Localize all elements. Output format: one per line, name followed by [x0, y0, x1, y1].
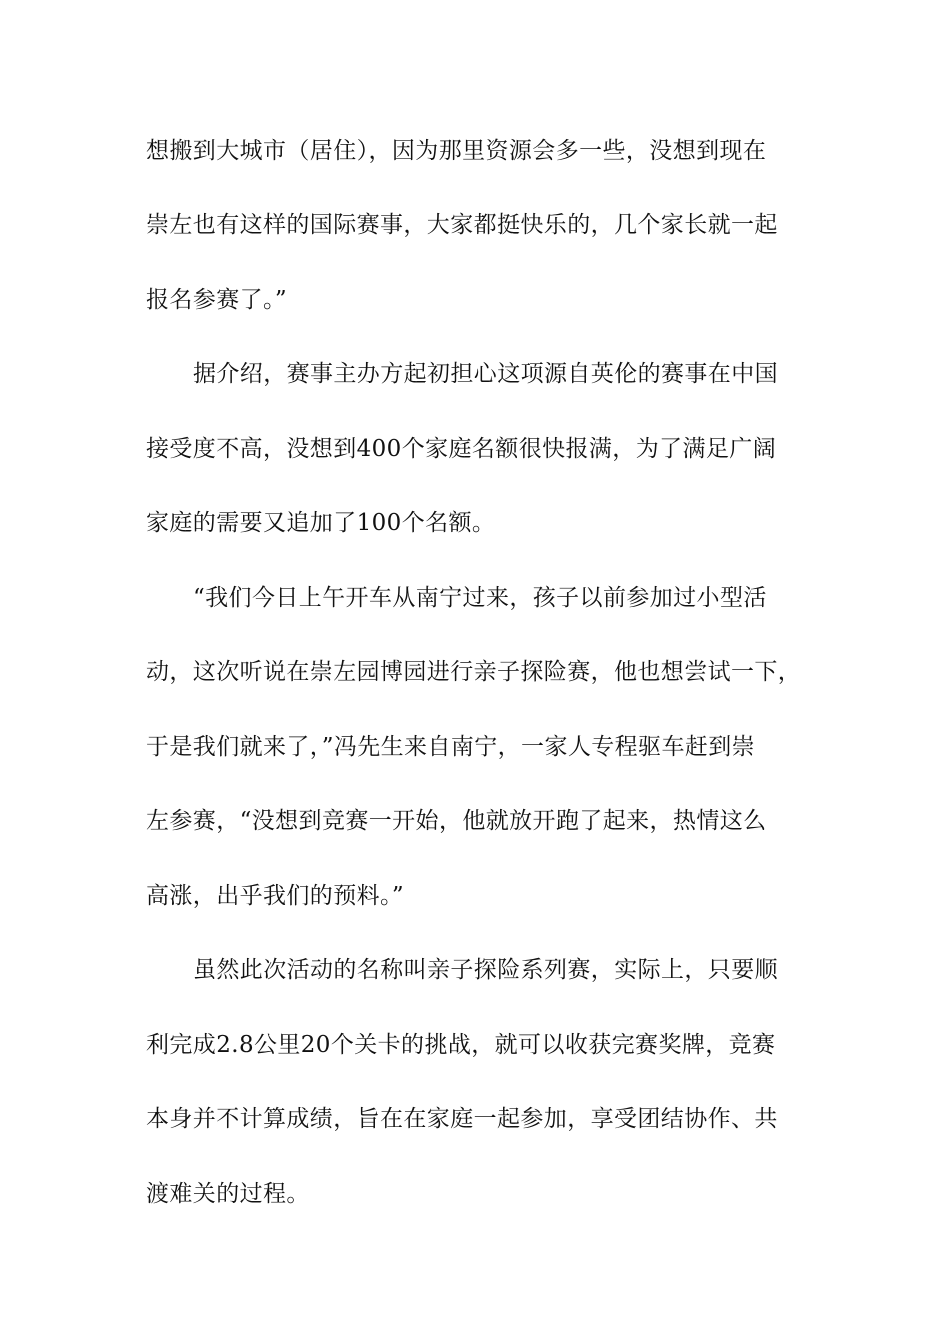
paragraph-line: 本身并不计算成绩，旨在在家庭一起参加，享受团结协作、共	[146, 1106, 778, 1132]
paragraph-line: 利完成2.8公里20个关卡的挑战，就可以收获完赛奖牌，竞赛	[146, 1032, 776, 1058]
paragraph-line: 虽然此次活动的名称叫亲子探险系列赛，实际上，只要顺	[193, 957, 778, 983]
paragraph-line: 渡难关的过程。	[146, 1181, 310, 1207]
paragraph-line: “我们今日上午开车从南宁过来，孩子以前参加过小型活	[193, 585, 767, 611]
paragraph-line: 动，这次听说在崇左园博园进行亲子探险赛，他也想尝试一下，	[146, 659, 802, 685]
paragraph-line: 想搬到大城市（居住），因为那里资源会多一些，没想到现在	[146, 138, 767, 164]
paragraph-line: 高涨，出乎我们的预料。”	[146, 883, 405, 909]
paragraph-line: 崇左也有这样的国际赛事，大家都挺快乐的，几个家长就一起	[146, 212, 778, 238]
paragraph-line: 家庭的需要又追加了100个名额。	[146, 510, 496, 536]
paragraph-line: 据介绍，赛事主办方起初担心这项源自英伦的赛事在中国	[193, 361, 778, 387]
paragraph-line: 报名参赛了。”	[146, 287, 288, 313]
paragraph-line: 接受度不高，没想到400个家庭名额很快报满，为了满足广阔	[146, 436, 777, 462]
paragraph-line: 左参赛，“没想到竞赛一开始，他就放开跑了起来，热情这么	[146, 808, 767, 834]
paragraph-line: 于是我们就来了，”冯先生来自南宁，一家人专程驱车赶到崇	[146, 734, 756, 760]
